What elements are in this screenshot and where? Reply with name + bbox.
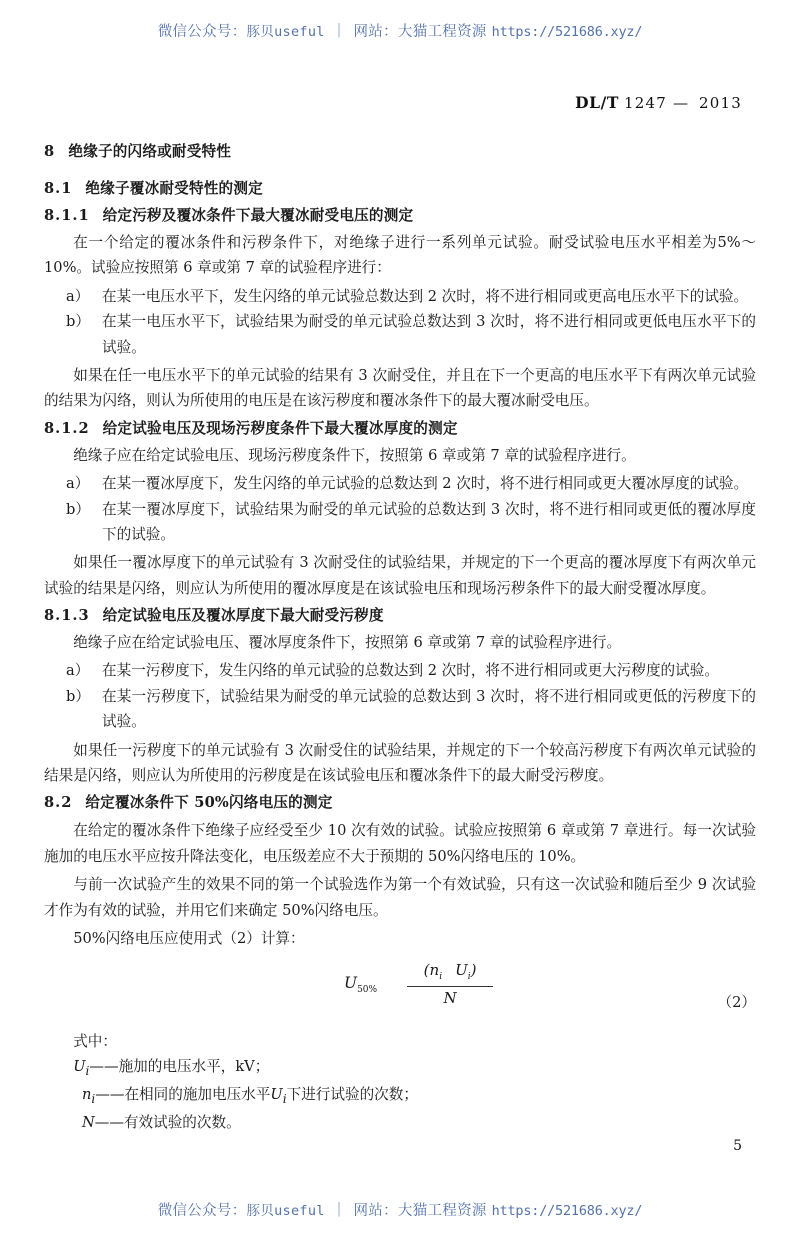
list-item-8-1-3-b: [44, 684, 756, 735]
symbol-definition-n: [44, 1082, 756, 1110]
watermark-prefix: 微信公众号：: [157, 1203, 247, 1219]
heading-8-1-1-number: 8.1.1: [44, 207, 90, 224]
list-text-8-1-1-a: 在某一电压水平下，发生闪络的单元试验总数达到 2 次时，将不进行相同或更高电压水平下的试验。: [102, 287, 749, 305]
formula-number: （2）: [717, 994, 756, 1012]
formula-block: [44, 961, 756, 1023]
symbol-u-description: ——施加的电压水平，kV；: [89, 1058, 270, 1076]
list-text-8-1-3-a: 在某一污秽度下，发生闪络的单元试验的总数达到 2 次时，将不进行相同或更大污秽度的试验。: [102, 662, 719, 680]
list-8-1-3: [44, 658, 756, 734]
where-label: 式中：: [73, 1033, 117, 1051]
symbol-n-description-a: ——在相同的施加电压水平: [95, 1086, 271, 1104]
symbol-n-inline-u: U: [270, 1086, 283, 1104]
document-body: [44, 140, 756, 1135]
watermark-separator: ｜: [331, 24, 347, 40]
heading-8-1-1-title: 给定污秽及覆冰条件下最大覆冰耐受电压的测定: [102, 207, 414, 224]
list-text-8-1-1-b: 在某一电压水平下，试验结果为耐受的单元试验总数达到 3 次时，将不进行相同或更低电压水平下的试验。: [102, 313, 756, 356]
formula-expression: [344, 961, 493, 1007]
list-item-8-1-2-b: [44, 497, 756, 548]
symbol-n-subscript: i: [91, 1092, 96, 1107]
standard-number: 1247: [624, 94, 668, 112]
paragraph-8-1-1-intro: 在一个给定的覆冰条件和污秽条件下，对绝缘子进行一系列单元试验。耐受试验电压水平相差为5%～10%。试验应按照第 6 章或第 7 章的试验程序进行：: [44, 234, 756, 277]
standard-year: 2013: [699, 94, 742, 112]
heading-8-1-number: 8.1: [44, 180, 73, 197]
list-text-8-1-2-b: 在某一覆冰厚度下，试验结果为耐受的单元试验的总数达到 3 次时，将不进行相同或更低的覆冰厚度下的试验。: [102, 500, 756, 543]
list-marker-b: b）: [66, 500, 90, 518]
watermark-prefix: 微信公众号：: [157, 24, 247, 40]
symbol-capital-n: N: [81, 1114, 95, 1132]
heading-chapter-8-title: 绝缘子的闪络或耐受特性: [68, 143, 232, 160]
heading-8-1-2-title: 给定试验电压及现场污秽度条件下最大覆冰厚度的测定: [102, 419, 458, 437]
heading-8-2-number: 8.2: [44, 794, 73, 812]
watermark-url: https://521686.xyz/: [491, 24, 643, 40]
formula-numerator-n-sub: i: [439, 972, 443, 983]
watermark-account: 豚贝useful: [246, 1203, 325, 1219]
symbol-definition-N: [44, 1110, 756, 1135]
watermark-site-label: 网站：: [353, 1203, 398, 1219]
list-marker-b: b）: [66, 687, 90, 705]
symbol-n-description-b: 下进行试验的次数；: [286, 1086, 418, 1104]
page-number: 5: [733, 1138, 742, 1154]
list-8-1-1: [44, 284, 756, 360]
heading-8-2: [44, 791, 756, 812]
formula-numerator-close: ): [470, 961, 477, 980]
paragraph-8-1-1-conclusion: 如果在任一电压水平下的单元试验的结果有 3 次耐受住，并且在下一个更高的电压水平下有两次单元试验的结果为闪络，则认为所使用的电压是在该污秽度和覆冰条件下的最大覆冰耐受电压。: [44, 366, 756, 410]
formula-numerator: [414, 961, 487, 985]
heading-8-1-3-title: 给定试验电压及覆冰厚度下最大耐受污秽度: [102, 607, 384, 625]
symbol-n: n: [81, 1086, 92, 1104]
list-marker-a: a）: [66, 662, 90, 680]
paragraph-8-2-first: 在给定的覆冰条件下绝缘子应经受至少 10 次有效的试验。试验应按照第 6 章或第 7 章进行。每一次试验施加的电压水平应按升降法变化，电压级差应不大于预期的 50%闪络电压的 10%。: [44, 822, 756, 865]
watermark-url: https://521686.xyz/: [491, 1203, 643, 1219]
formula-fraction: [407, 961, 493, 1007]
watermark-site-name: 大猫工程资源: [397, 1203, 487, 1219]
running-head: [575, 93, 742, 112]
watermark-site-label: 网站：: [353, 24, 398, 40]
formula-lhs: [344, 974, 407, 995]
list-text-8-1-2-a: 在某一覆冰厚度下，发生闪络的单元试验的总数达到 2 次时，将不进行相同或更大覆冰厚度的试验。: [102, 475, 749, 493]
paragraph-8-1-2-intro: 绝缘子应在给定试验电压、现场污秽度条件下，按照第 6 章或第 7 章的试验程序进行。: [73, 446, 636, 464]
formula-numerator-u: U: [455, 961, 468, 980]
list-marker-a: a）: [66, 475, 90, 493]
heading-8-1-2-number: 8.1.2: [44, 419, 90, 437]
formula-lhs-subscript: 50%: [357, 984, 378, 995]
heading-8-1-3: [44, 604, 756, 625]
formula-numerator-u-sub: i: [467, 972, 471, 983]
paragraph-8-1-3-conclusion: 如果任一污秽度下的单元试验有 3 次耐受住的试验结果，并规定的下一个较高污秽度下有两次单元试验的结果是闪络，则应认为所使用的污秽度是在该试验电压和覆冰条件下的最大耐受污秽度。: [44, 741, 756, 785]
list-8-1-2: [44, 471, 756, 547]
heading-8-1-title: 绝缘子覆冰耐受特性的测定: [85, 180, 263, 197]
watermark-header: [0, 20, 800, 41]
symbol-definition-u: [44, 1054, 756, 1082]
symbol-u: U: [73, 1058, 86, 1076]
formula-lhs-symbol: U: [344, 973, 358, 992]
list-marker-b: b）: [66, 313, 90, 331]
paragraph-8-2-second: 与前一次试验产生的效果不同的第一个试验选作为第一个有效试验，只有这一次试验和随后至少 9 次试验才作为有效的试验，并用它们来确定 50%闪络电压。: [44, 876, 756, 919]
heading-8-1-2: [44, 417, 756, 438]
list-marker-a: a）: [66, 287, 90, 305]
symbol-u-subscript: i: [85, 1064, 90, 1079]
formula-numerator-open: (: [423, 961, 430, 980]
heading-8-1-1: [44, 204, 756, 225]
standard-dash: —: [673, 94, 689, 112]
heading-8-1-3-number: 8.1.3: [44, 607, 90, 625]
list-text-8-1-3-b: 在某一污秽度下，试验结果为耐受的单元试验的总数达到 3 次时，将不进行相同或更低的污秽度下的试验。: [102, 687, 756, 731]
symbol-n-inline-u-subscript: i: [282, 1092, 287, 1107]
paragraph-8-2-formula-lead: 50%闪络电压应使用式（2）计算：: [73, 929, 305, 947]
symbol-definition-list: [44, 1054, 756, 1135]
heading-chapter-8: [44, 140, 756, 161]
list-item-8-1-1-b: [44, 309, 756, 360]
list-item-8-1-1-a: [44, 284, 756, 309]
symbol-capital-n-description: ——有效试验的次数。: [94, 1114, 241, 1132]
watermark-account: 豚贝useful: [246, 24, 325, 40]
heading-8-2-title: 给定覆冰条件下 50%闪络电压的测定: [85, 794, 333, 812]
heading-8-1: [44, 177, 756, 198]
watermark-footer: [0, 1199, 800, 1220]
heading-chapter-8-number: 8: [44, 143, 55, 160]
standard-code: DL/T: [575, 93, 620, 112]
list-item-8-1-2-a: [44, 471, 756, 496]
paragraph-8-1-2-conclusion: 如果任一覆冰厚度下的单元试验有 3 次耐受住的试验结果，并规定的下一个更高的覆冰厚度下有两次单元试验的结果是闪络，则应认为所使用的覆冰厚度是在该试验电压和现场污秽条件下的最大耐受覆冰厚度。: [44, 554, 756, 597]
watermark-separator: ｜: [331, 1203, 347, 1219]
formula-denominator: N: [443, 988, 457, 1007]
formula-numerator-n: n: [429, 961, 440, 980]
paragraph-8-1-3-intro: 绝缘子应在给定试验电压、覆冰厚度条件下，按照第 6 章或第 7 章的试验程序进行。: [73, 634, 622, 652]
list-item-8-1-3-a: [44, 658, 756, 683]
watermark-site-name: 大猫工程资源: [397, 24, 487, 40]
